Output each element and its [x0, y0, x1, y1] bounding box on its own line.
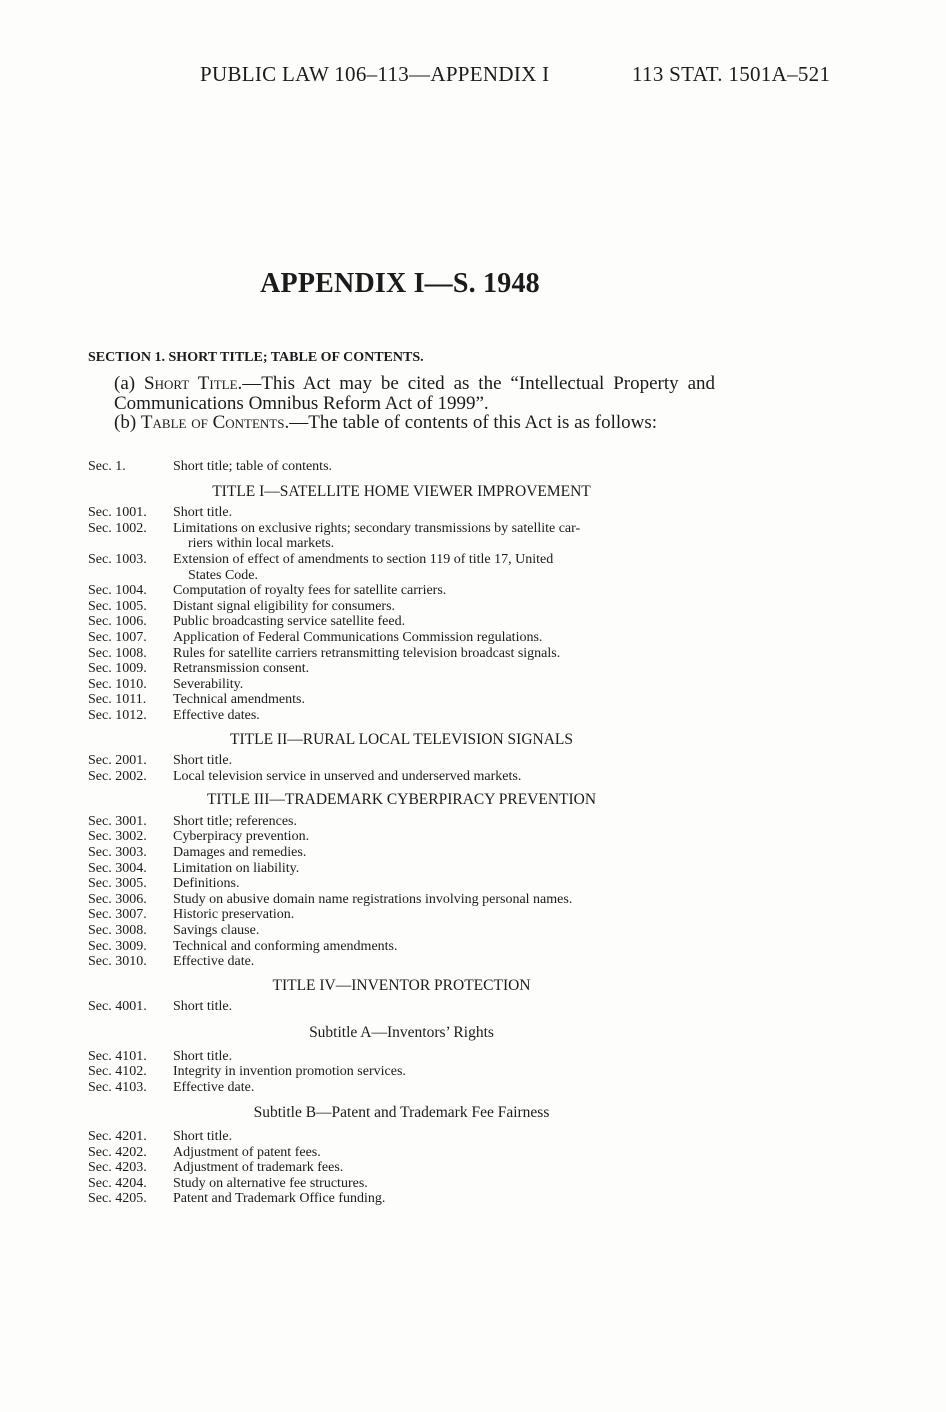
toc-entry-text — [173, 646, 715, 662]
toc-entry — [88, 769, 715, 785]
header-law-title: PUBLIC LAW 106–113—APPENDIX I — [200, 62, 550, 86]
toc-entry-text-line: Study on alternative fee structures. — [173, 1175, 368, 1191]
toc-entry — [88, 999, 715, 1015]
subtitle-heading: Subtitle A—Inventors’ Rights — [309, 1024, 494, 1041]
para-b-caption: Table of Contents — [140, 412, 285, 433]
toc-entry-text — [173, 829, 715, 845]
toc-entry-text — [173, 907, 715, 923]
section-heading: SECTION 1. SHORT TITLE; TABLE OF CONTENTS. — [88, 350, 424, 365]
toc-entry — [88, 646, 715, 662]
toc-entry-text — [173, 1064, 715, 1080]
toc-entry — [88, 876, 715, 892]
toc-entry-text-line: Adjustment of trademark fees. — [173, 1160, 344, 1176]
toc-entry — [88, 939, 715, 955]
para-a-caption: Short Title — [144, 373, 238, 394]
toc-entry-number: Sec. 1003. — [88, 551, 147, 567]
toc-entry-text-line: Savings clause. — [173, 923, 260, 939]
header-stat-citation: 113 STAT. 1501A–521 — [632, 62, 831, 86]
toc-entry — [88, 630, 715, 646]
toc-entry-number: Sec. 2001. — [88, 753, 147, 769]
toc-entry-text — [173, 845, 715, 861]
toc-entry-text — [173, 583, 715, 599]
toc-entry-number: Sec. 4101. — [88, 1048, 147, 1064]
table-of-contents — [88, 459, 715, 1207]
toc-entry-number: Sec. 1004. — [88, 583, 147, 599]
title-heading: TITLE II—RURAL LOCAL TELEVISION SIGNALS — [230, 730, 573, 748]
toc-entry-number: Sec. 3004. — [88, 860, 147, 876]
toc-entry-number: Sec. 1012. — [88, 707, 147, 723]
toc-entry — [88, 1129, 715, 1145]
toc-entry — [88, 521, 715, 552]
toc-entry-text-line: Distant signal eligibility for consumers. — [173, 598, 396, 614]
toc-entry-number: Sec. 3010. — [88, 954, 147, 970]
toc-entry-text — [173, 630, 715, 646]
toc-entry-number: Sec. 1011. — [88, 692, 147, 708]
toc-entry-text — [173, 614, 715, 630]
toc-entry-text — [173, 1080, 715, 1096]
toc-entry-text — [173, 861, 715, 877]
toc-entry-text-line: Limitation on liability. — [173, 860, 300, 876]
toc-entry-number: Sec. 4204. — [88, 1175, 147, 1191]
toc-entry-text-line: Short title. — [173, 1128, 233, 1144]
para-b-label: (b) — [114, 412, 137, 433]
toc-entry-text — [173, 753, 715, 769]
toc-entry — [88, 829, 715, 845]
toc-entry — [88, 677, 715, 693]
toc-entry — [88, 907, 715, 923]
toc-entry-text-line: Limitations on exclusive rights; secondary transmissions by satellite car- — [173, 520, 581, 536]
toc-entry-text — [173, 876, 715, 892]
toc-entry-text — [173, 677, 715, 693]
paragraph-short-title: (a) Short Title.—This Act may be cited as the “Intellectual Property and Communications Omnibus Reform Act of 1999”. — [114, 373, 716, 414]
toc-entry — [88, 814, 715, 830]
toc-entry-number: Sec. 3005. — [88, 876, 147, 892]
toc-entry — [88, 1176, 715, 1192]
toc-entry — [88, 599, 715, 615]
toc-entry — [88, 552, 715, 583]
toc-entry-text-line: Short title. — [173, 505, 233, 521]
toc-entry-text — [173, 1145, 715, 1161]
title-heading: TITLE IV—INVENTOR PROTECTION — [272, 976, 531, 994]
toc-entry-number: Sec. 4203. — [88, 1160, 147, 1176]
toc-entry-number: Sec. 3008. — [88, 923, 147, 939]
toc-entry-text-line: Cyberpiracy prevention. — [173, 829, 310, 845]
paragraph-table-of-contents: (b) Table of Contents.—The table of contents of this Act is as follows: — [114, 412, 658, 433]
toc-entry-number: Sec. 1002. — [88, 520, 147, 536]
toc-entry-text-line: Application of Federal Communications Commission regulations. — [173, 629, 543, 645]
toc-entry-number: Sec. 1001. — [88, 505, 147, 521]
toc-entry-number: Sec. 1005. — [88, 598, 147, 614]
toc-entry-text-line: Effective dates. — [173, 707, 260, 723]
toc-entry-text — [173, 708, 715, 724]
toc-entry-number: Sec. 4201. — [88, 1128, 147, 1144]
toc-entry-number: Sec. 3002. — [88, 829, 147, 845]
toc-entry-text-line: Study on abusive domain name registrations involving personal names. — [173, 891, 573, 907]
toc-entry-text — [173, 1176, 715, 1192]
toc-entry-text-line: Short title; references. — [173, 813, 298, 829]
toc-entry-text — [173, 552, 715, 583]
toc-entry-number: Sec. 1010. — [88, 676, 147, 692]
toc-entry-number: Sec. 1009. — [88, 661, 147, 677]
toc-entry-text-line: Short title. — [173, 1048, 233, 1064]
toc-entry-number: Sec. 4202. — [88, 1144, 147, 1160]
toc-entry-text-line: Rules for satellite carriers retransmitting television broadcast signals. — [173, 645, 561, 661]
toc-entry-text-continuation: riers within local markets. — [188, 536, 335, 552]
toc-entry-number: Sec. 1. — [88, 459, 126, 474]
toc-entry-text-line: Integrity in invention promotion services. — [173, 1064, 406, 1080]
toc-entry-number: Sec. 3009. — [88, 938, 147, 954]
toc-entry-text — [173, 661, 715, 677]
toc-entry — [88, 1064, 715, 1080]
toc-entry-text-line: Local television service in unserved and underserved markets. — [173, 768, 522, 784]
toc-entry-text-line: Damages and remedies. — [173, 845, 307, 861]
toc-entry-text-line: Effective date. — [173, 954, 255, 970]
toc-entry-text — [173, 954, 715, 970]
toc-entry-number: Sec. 2002. — [88, 768, 147, 784]
toc-entry — [88, 753, 715, 769]
toc-entry — [88, 614, 715, 630]
toc-entry-number: Sec. 1008. — [88, 645, 147, 661]
toc-entry — [88, 661, 715, 677]
toc-entry-text-line: Retransmission consent. — [173, 661, 310, 677]
toc-entry — [88, 505, 715, 521]
toc-entry-text — [173, 692, 715, 708]
toc-entry — [88, 459, 715, 475]
toc-entry-number: Sec. 4205. — [88, 1191, 147, 1207]
toc-entry-text-line: Technical amendments. — [173, 692, 305, 708]
para-b-text: The table of contents of this Act is as follows: — [308, 412, 658, 433]
toc-entry — [88, 692, 715, 708]
title-heading: TITLE III—TRADEMARK CYBERPIRACY PREVENTION — [206, 791, 597, 809]
toc-entry-text — [173, 521, 715, 552]
toc-entry-text-line: Public broadcasting service satellite feed. — [173, 614, 406, 630]
toc-entry-text: Short title; table of contents. — [173, 459, 333, 474]
toc-entry-text-line: Effective date. — [173, 1079, 255, 1095]
toc-entry — [88, 954, 715, 970]
toc-entry-text — [173, 769, 715, 785]
toc-entry-text-line: Computation of royalty fees for satellite carriers. — [173, 583, 447, 599]
toc-entry-number: Sec. 4102. — [88, 1064, 147, 1080]
title-heading: TITLE I—SATELLITE HOME VIEWER IMPROVEMENT — [212, 482, 591, 500]
subtitle-heading: Subtitle B—Patent and Trademark Fee Fairness — [253, 1104, 550, 1122]
toc-entry-number: Sec. 3006. — [88, 891, 147, 907]
para-a-label: (a) — [114, 373, 136, 394]
toc-entry-text — [173, 1160, 715, 1176]
toc-entry-text-line: Extension of effect of amendments to section 119 of title 17, United — [173, 551, 554, 567]
toc-entry-number: Sec. 1006. — [88, 614, 147, 630]
toc-entry — [88, 1191, 715, 1207]
toc-entry-text — [173, 892, 715, 908]
toc-entry-text — [173, 1129, 715, 1145]
toc-entry — [88, 1160, 715, 1176]
toc-entry — [88, 845, 715, 861]
toc-entry-text — [173, 599, 715, 615]
toc-entry-text-line: Severability. — [173, 676, 244, 692]
page-title: APPENDIX I—S. 1948 — [260, 268, 540, 299]
toc-entry-text — [173, 1049, 715, 1065]
toc-entry — [88, 861, 715, 877]
toc-entry-text-line: Short title. — [173, 999, 233, 1015]
toc-entry-text — [173, 939, 715, 955]
toc-entry-number: Sec. 4001. — [88, 999, 147, 1015]
para-a-text: This Act may be cited as the “Intellectual Property and Communications Omnibus Reform Act of 1999”. — [114, 373, 716, 414]
toc-entry — [88, 1049, 715, 1065]
toc-entry-text-line: Adjustment of patent fees. — [173, 1144, 321, 1160]
toc-entry — [88, 1145, 715, 1161]
toc-entry-text-line: Patent and Trademark Office funding. — [173, 1191, 386, 1207]
toc-entry-number: Sec. 4103. — [88, 1079, 147, 1095]
toc-entry — [88, 892, 715, 908]
toc-entry-text-line: Definitions. — [173, 876, 240, 892]
toc-entry-text — [173, 923, 715, 939]
toc-entry-number: Sec. 3003. — [88, 845, 147, 861]
toc-entry — [88, 923, 715, 939]
toc-entry-number: Sec. 3001. — [88, 813, 147, 829]
toc-entry-text — [173, 505, 715, 521]
toc-entry-number: Sec. 3007. — [88, 907, 147, 923]
toc-entry-number: Sec. 1007. — [88, 629, 147, 645]
toc-entry — [88, 708, 715, 724]
toc-entry-text — [173, 1191, 715, 1207]
toc-entry-text-line: Technical and conforming amendments. — [173, 938, 398, 954]
toc-entry-text-line: Short title. — [173, 753, 233, 769]
toc-entry-text — [173, 814, 715, 830]
toc-entry-text-line: Historic preservation. — [173, 907, 295, 923]
toc-entry-text-continuation: States Code. — [188, 567, 258, 583]
toc-entry — [88, 1080, 715, 1096]
toc-entry-text — [173, 999, 715, 1015]
toc-entry — [88, 583, 715, 599]
